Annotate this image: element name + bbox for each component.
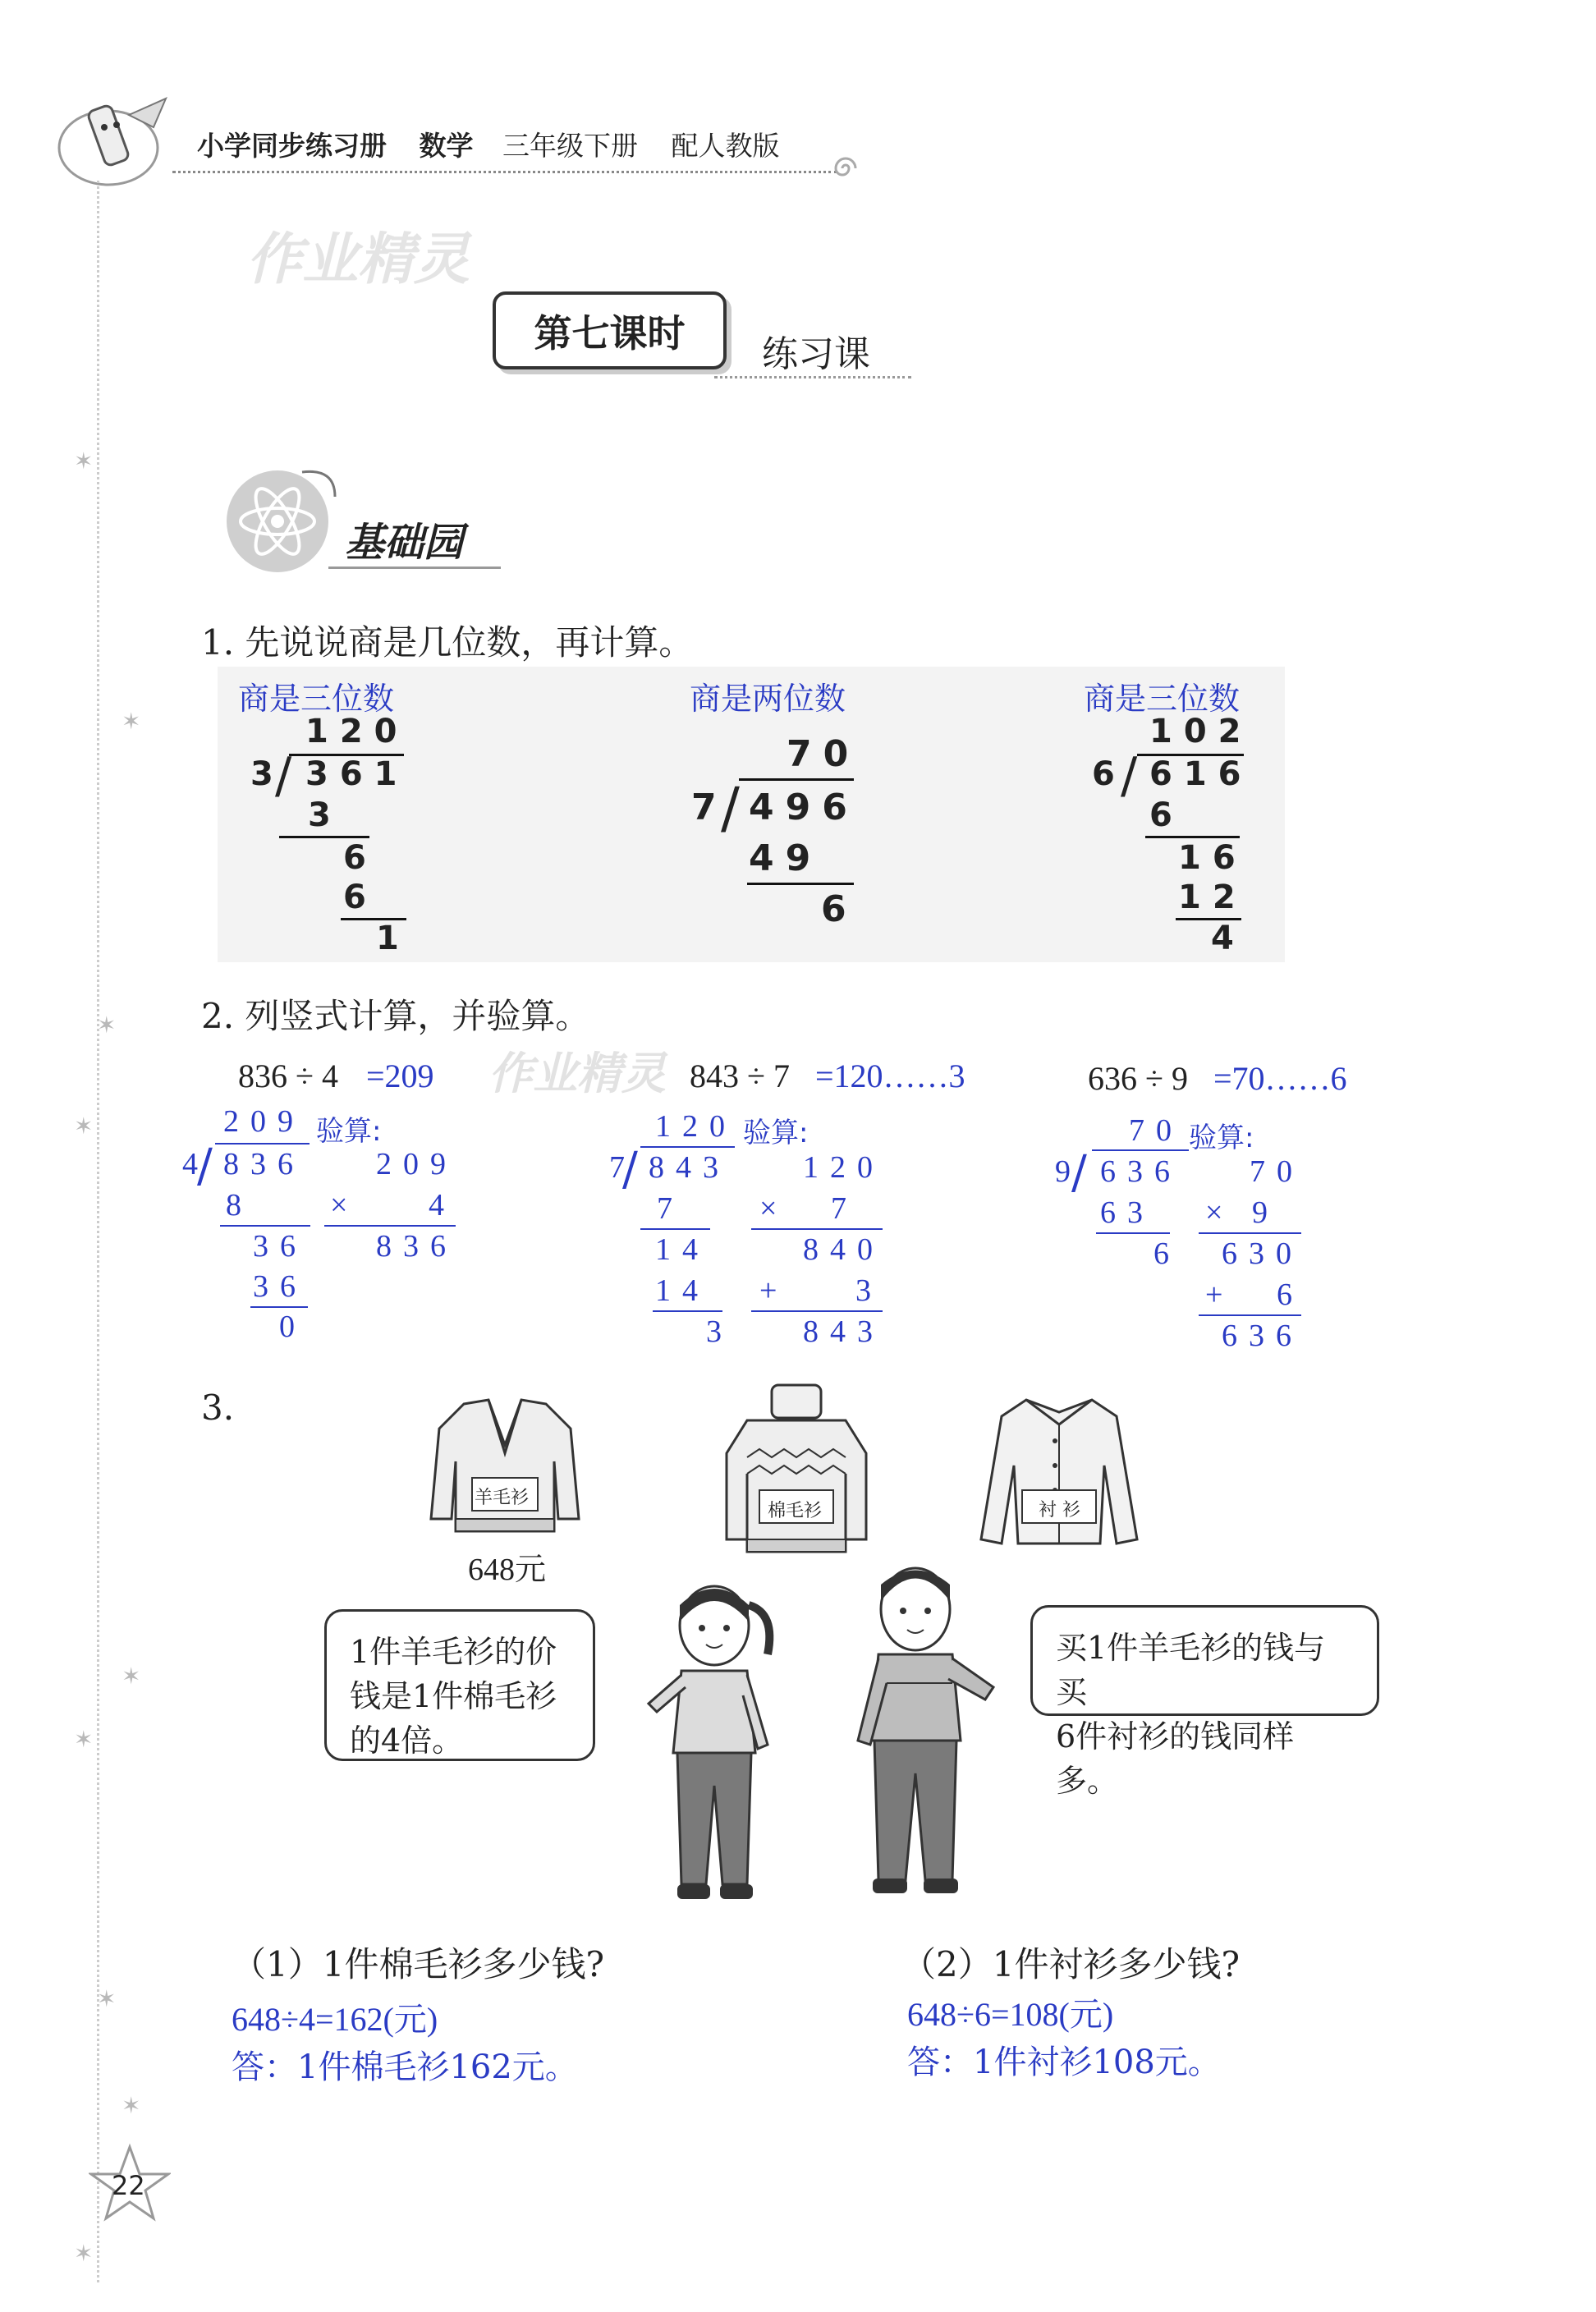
- q2-check-line: [751, 1310, 883, 1312]
- q2-check: 840: [803, 1232, 884, 1267]
- q2-check: 836: [376, 1229, 457, 1264]
- star-icon: ✶: [122, 1663, 141, 1690]
- q2-quotient: 70: [1129, 1113, 1183, 1148]
- q1-dividend: 496: [749, 787, 859, 828]
- q2-step-line: [220, 1225, 310, 1227]
- girl-illustration: [644, 1580, 792, 1917]
- q1-bracket: /: [721, 776, 740, 841]
- q2-quotient: 120: [655, 1109, 736, 1144]
- q2-bracket-top: [640, 1146, 735, 1148]
- q1-quotient: 102: [1149, 713, 1253, 750]
- q2-step: 14: [655, 1232, 709, 1267]
- cotton-sweater-tag: 棉毛衫: [768, 1501, 823, 1521]
- q2-check: 209: [376, 1147, 457, 1181]
- q2-check-line: [324, 1225, 456, 1227]
- q2-check: 3: [855, 1273, 871, 1308]
- section-atom-icon: [212, 456, 351, 579]
- header-mascot-icon: [51, 90, 182, 189]
- q2-step: 63: [1100, 1195, 1154, 1230]
- star-icon: ✶: [74, 2240, 94, 2267]
- q2-step: 36: [253, 1229, 307, 1264]
- section-title: 基础园: [345, 520, 464, 566]
- q1-divisor: 3: [250, 755, 273, 793]
- q2-step: 3: [706, 1314, 722, 1349]
- q2-step-line: [640, 1228, 710, 1230]
- q2-check: 7: [831, 1191, 846, 1226]
- q3-sub1-question: （1）1件棉毛衫多少钱?: [232, 1944, 604, 1984]
- q1-prompt: 1. 先说说商是几位数，再计算。: [201, 622, 694, 663]
- lesson-subtitle: 练习课: [762, 333, 870, 375]
- q2-check-label: 验算:: [743, 1117, 809, 1149]
- q1-step-line: [747, 883, 854, 885]
- header-swirl-icon: [825, 148, 866, 189]
- q2-step: 14: [655, 1273, 709, 1308]
- q2-check-line: [1199, 1314, 1301, 1316]
- q2-answer: =70……6: [1213, 1060, 1347, 1097]
- q1-bracket: /: [275, 747, 292, 805]
- q1-step-line: [1145, 836, 1240, 838]
- q1-step: 16: [1178, 839, 1247, 877]
- star-icon: ✶: [74, 1112, 94, 1140]
- q2-step: 6: [1153, 1236, 1169, 1271]
- q2-bracket: /: [622, 1143, 638, 1196]
- girl-speech-bubble: [324, 1609, 595, 1761]
- sweater-price: 648元: [468, 1553, 547, 1587]
- q2-divisor: 7: [609, 1150, 625, 1185]
- q2-expr: 843 ÷ 7: [690, 1057, 790, 1094]
- girl-speech-line: 1件羊毛衫的价: [350, 1634, 557, 1670]
- q2-expr: 636 ÷ 9: [1088, 1060, 1188, 1097]
- q2-check: 9: [1252, 1195, 1268, 1230]
- q2-check: +: [759, 1273, 777, 1308]
- q2-answer: =120……3: [815, 1057, 965, 1094]
- q1-step: 1: [376, 920, 399, 957]
- boy-speech-line: 6件衬衫的钱同样多。: [1056, 1718, 1295, 1799]
- q2-bracket-top: [1092, 1149, 1189, 1151]
- q2-check: 70: [1250, 1154, 1304, 1189]
- q1-divisor: 7: [691, 787, 717, 828]
- q2-expr: 836 ÷ 4: [238, 1057, 338, 1094]
- q2-step: 36: [253, 1269, 307, 1304]
- q2-divisor: 9: [1055, 1154, 1071, 1189]
- q2-step-line: [250, 1306, 308, 1308]
- page-number: 22: [112, 2170, 145, 2201]
- star-icon: ✶: [74, 1726, 94, 1753]
- q1-bracket: /: [1121, 747, 1138, 805]
- q2-check: 4: [429, 1188, 444, 1223]
- q2-bracket-top: [215, 1143, 310, 1145]
- shirt-tag: 衬 衫: [1039, 1500, 1080, 1521]
- q2-answer: =209: [366, 1057, 434, 1094]
- q1-step: 49: [749, 837, 823, 879]
- q2-step-line: [1096, 1232, 1170, 1234]
- q2-check: ×: [1205, 1195, 1223, 1230]
- q1-item-label: 商是三位数: [1084, 681, 1241, 717]
- q2-bracket: /: [197, 1140, 213, 1193]
- q1-bracket-top: [739, 778, 854, 781]
- q2-step-line: [653, 1310, 722, 1312]
- q2-bracket: /: [1071, 1146, 1087, 1200]
- q3-number: 3.: [201, 1388, 235, 1428]
- q2-check: ×: [330, 1188, 348, 1223]
- star-icon: ✶: [122, 2092, 141, 2119]
- left-margin-line: [97, 181, 100, 2282]
- q2-check-line: [1199, 1232, 1301, 1234]
- q2-divisor: 4: [182, 1147, 198, 1181]
- q2-check: 630: [1222, 1236, 1303, 1271]
- q2-check: 843: [803, 1314, 884, 1349]
- boy-speech-bubble: [1030, 1605, 1379, 1799]
- q1-step: 4: [1211, 920, 1234, 957]
- boy-speech-line: 买1件羊毛衫的钱与买: [1056, 1630, 1326, 1710]
- boy-illustration: [833, 1560, 1006, 1905]
- header-book: 小学同步练习册: [197, 130, 387, 162]
- q2-check-label: 验算:: [1189, 1122, 1254, 1154]
- star-icon: ✶: [74, 447, 94, 475]
- shirt-illustration: [977, 1392, 1141, 1552]
- q1-dividend: 616: [1149, 755, 1253, 793]
- star-icon: ✶: [97, 1012, 117, 1039]
- q2-check: 636: [1222, 1319, 1303, 1353]
- q1-step-line: [279, 836, 369, 838]
- section-underline: [328, 567, 501, 569]
- star-icon: ✶: [97, 1985, 117, 2012]
- q1-step: 6: [343, 839, 366, 877]
- q2-check: 6: [1277, 1278, 1292, 1312]
- watermark-top: 作业精灵: [246, 227, 470, 292]
- lesson-title-box: [493, 291, 727, 369]
- q1-item-label: 商是两位数: [690, 681, 846, 717]
- q2-check-label: 验算:: [316, 1115, 382, 1148]
- q1-step: 6: [821, 888, 846, 930]
- q2-step: 8: [226, 1188, 241, 1223]
- q1-step: 3: [308, 796, 331, 834]
- sweater-tag: 羊毛衫: [475, 1488, 530, 1508]
- header-grade-text: 三年级下册: [502, 130, 638, 162]
- q3-sub2-question: （2）1件衬衫多少钱?: [901, 1944, 1240, 1984]
- q1-dividend: 361: [305, 755, 409, 793]
- q2-prompt: 2. 列竖式计算，并验算。: [201, 996, 590, 1036]
- q2-dividend: 636: [1100, 1154, 1181, 1189]
- q3-sub1-work: 648÷4=162(元): [232, 2001, 438, 2038]
- q1-item-label: 商是三位数: [238, 681, 395, 717]
- watermark-mid: 作业精灵: [488, 1048, 666, 1099]
- q2-check: ×: [759, 1191, 777, 1226]
- lesson-title: 第七课时: [534, 310, 686, 356]
- header-title: [197, 125, 474, 163]
- q1-divisor: 6: [1092, 755, 1115, 793]
- q2-step: 7: [657, 1191, 672, 1226]
- girl-speech-line: 的4倍。: [350, 1723, 464, 1759]
- sweater-illustration: [427, 1396, 583, 1539]
- header-grade: [502, 125, 780, 163]
- q1-step: 6: [343, 878, 366, 916]
- q2-dividend: 836: [223, 1147, 305, 1181]
- q1-quotient: 120: [305, 713, 409, 750]
- q2-check: +: [1205, 1278, 1223, 1312]
- q2-dividend: 843: [649, 1150, 730, 1185]
- header-subject: 数学: [419, 130, 474, 162]
- q2-step: 0: [279, 1310, 295, 1344]
- header-edition-text: 配人教版: [671, 130, 780, 162]
- q1-quotient: 70: [787, 733, 860, 775]
- q1-step: 12: [1178, 878, 1247, 916]
- girl-speech-line: 钱是1件棉毛衫: [350, 1678, 557, 1714]
- q3-sub2-answer: 答：1件衬衫108元。: [907, 2044, 1221, 2081]
- q1-step: 6: [1149, 796, 1172, 834]
- q2-check-line: [751, 1228, 883, 1230]
- q2-check: 120: [803, 1150, 884, 1185]
- lesson-subtitle-rule: [714, 376, 911, 378]
- header-rule: [172, 171, 837, 173]
- q3-sub2-work: 648÷6=108(元): [907, 1996, 1114, 2033]
- q3-sub1-answer: 答：1件棉毛衫162元。: [232, 2048, 578, 2086]
- q2-quotient: 209: [223, 1104, 305, 1139]
- cotton-sweater-illustration: [722, 1383, 870, 1560]
- star-icon: ✶: [122, 708, 141, 735]
